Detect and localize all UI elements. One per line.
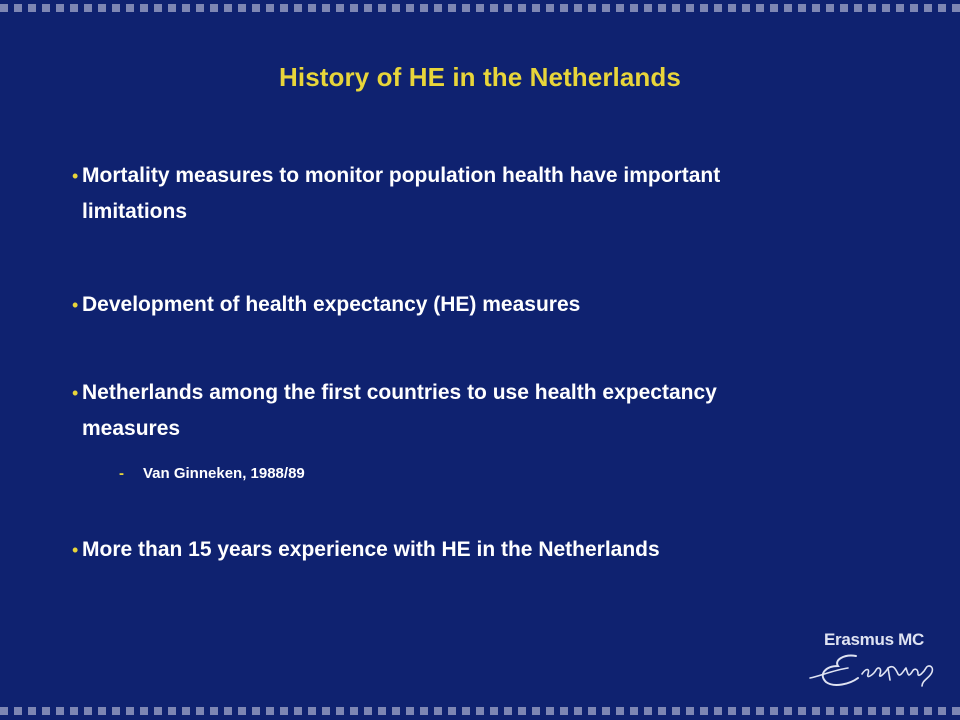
bullet-text: Development of health expectancy (HE) measures <box>82 293 581 316</box>
sub-bullet-item: Van Ginneken, 1988/89 <box>143 465 305 482</box>
bullet-text-continued: limitations <box>82 200 188 223</box>
bullet-text-continued: measures <box>82 417 181 440</box>
bullet-marker: • <box>72 166 79 186</box>
bullet-marker: • <box>72 383 79 403</box>
signature-logo-icon <box>804 652 944 692</box>
bullet-text: More than 15 years experience with HE in the Netherlands <box>82 538 660 561</box>
logo-text: Erasmus MC <box>824 630 924 649</box>
bottom-dotted-border <box>0 707 960 715</box>
bullet-item-4 <box>82 532 902 568</box>
bullet-marker: • <box>72 295 79 315</box>
bullet-text: Mortality measures to monitor population health have important <box>82 164 721 187</box>
sub-bullet-marker: - <box>119 465 124 482</box>
bullet-marker: • <box>72 540 79 560</box>
slide-title: History of HE in the Netherlands <box>279 62 681 92</box>
bullet-item-3 <box>82 375 902 447</box>
bullet-item-2 <box>82 287 902 323</box>
bullet-text: Netherlands among the first countries to use health expectancy <box>82 381 717 404</box>
bullet-item-1 <box>82 158 902 230</box>
erasmus-mc-logo <box>804 626 944 696</box>
